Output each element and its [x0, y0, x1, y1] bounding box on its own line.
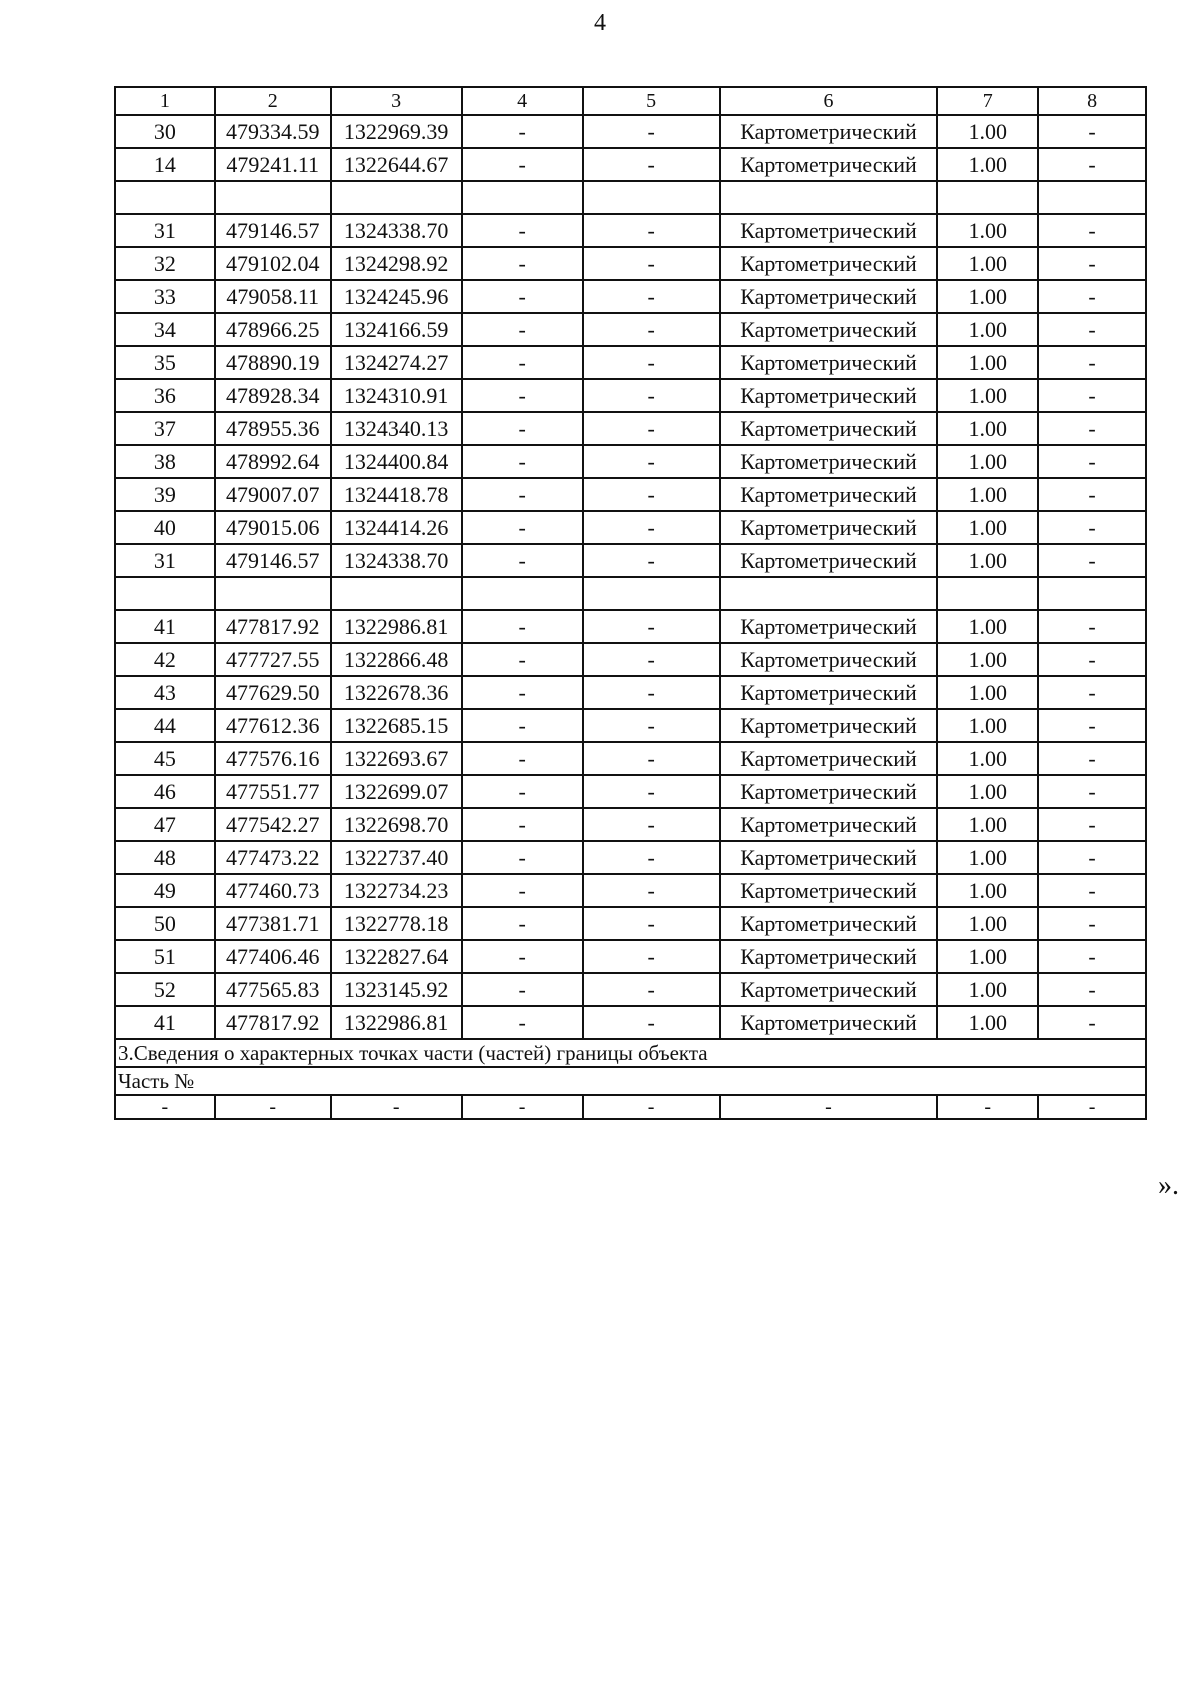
table-row — [115, 742, 1146, 775]
table-cell: - — [462, 973, 583, 1006]
table-cell: - — [1038, 1095, 1146, 1119]
table-row — [115, 973, 1146, 1006]
table-cell: 478955.36 — [215, 412, 331, 445]
table-cell — [1038, 181, 1146, 214]
table-cell: 1.00 — [937, 610, 1038, 643]
table-cell: 1324340.13 — [331, 412, 462, 445]
table-cell: - — [1038, 511, 1146, 544]
table-row — [115, 610, 1146, 643]
table-cell: 477629.50 — [215, 676, 331, 709]
table-cell: 1322986.81 — [331, 610, 462, 643]
table-cell: Картометрический — [720, 445, 938, 478]
table-cell: 1322827.64 — [331, 940, 462, 973]
table-cell: - — [462, 676, 583, 709]
table-cell: 1.00 — [937, 445, 1038, 478]
table-cell — [937, 181, 1038, 214]
table-row — [115, 445, 1146, 478]
table-cell: - — [462, 742, 583, 775]
table-cell: - — [115, 1095, 215, 1119]
table-cell: - — [583, 1006, 720, 1039]
table-cell: - — [1038, 742, 1146, 775]
table-cell: Картометрический — [720, 346, 938, 379]
table-cell: - — [1038, 610, 1146, 643]
table-cell: - — [583, 511, 720, 544]
table-cell: 34 — [115, 313, 215, 346]
table-cell: Картометрический — [720, 643, 938, 676]
table-cell: - — [462, 478, 583, 511]
table-cell: 1322737.40 — [331, 841, 462, 874]
table-cell: 5 — [583, 87, 720, 115]
table-cell: Картометрический — [720, 214, 938, 247]
table-row — [115, 214, 1146, 247]
header-row — [115, 87, 1146, 115]
table-cell: Картометрический — [720, 907, 938, 940]
table-cell: 35 — [115, 346, 215, 379]
table-cell: - — [462, 247, 583, 280]
table-cell: - — [462, 214, 583, 247]
table-cell: 477727.55 — [215, 643, 331, 676]
table-cell: - — [583, 148, 720, 181]
table-cell: 479015.06 — [215, 511, 331, 544]
table-cell: 38 — [115, 445, 215, 478]
table-cell: 1322969.39 — [331, 115, 462, 148]
table-row — [115, 874, 1146, 907]
table-cell: 1322699.07 — [331, 775, 462, 808]
table-cell: Картометрический — [720, 973, 938, 1006]
table-cell — [462, 181, 583, 214]
table-cell: 36 — [115, 379, 215, 412]
table-cell: 1.00 — [937, 115, 1038, 148]
table-cell: 1322698.70 — [331, 808, 462, 841]
table-cell: 39 — [115, 478, 215, 511]
table-cell: - — [462, 346, 583, 379]
table-cell: 1.00 — [937, 412, 1038, 445]
table-cell: 479058.11 — [215, 280, 331, 313]
table-cell: Картометрический — [720, 1006, 938, 1039]
table-cell: - — [1038, 709, 1146, 742]
table-cell: 1.00 — [937, 940, 1038, 973]
table-cell: 1324166.59 — [331, 313, 462, 346]
table-cell: - — [583, 973, 720, 1006]
table-cell: Картометрический — [720, 412, 938, 445]
table-cell: 477576.16 — [215, 742, 331, 775]
table-cell: - — [583, 709, 720, 742]
table-cell: 33 — [115, 280, 215, 313]
table-cell: - — [583, 115, 720, 148]
table-cell: 30 — [115, 115, 215, 148]
table-cell: 1322986.81 — [331, 1006, 462, 1039]
table-cell: - — [462, 148, 583, 181]
table-cell: 1322866.48 — [331, 643, 462, 676]
coordinates-table — [114, 86, 1147, 1120]
table-cell — [331, 577, 462, 610]
table-cell: Картометрический — [720, 742, 938, 775]
table-cell: - — [462, 511, 583, 544]
table-cell: Картометрический — [720, 775, 938, 808]
table-cell: 1322685.15 — [331, 709, 462, 742]
table-cell: - — [462, 874, 583, 907]
table-cell: - — [583, 841, 720, 874]
table-cell: - — [462, 412, 583, 445]
table-cell: - — [1038, 940, 1146, 973]
table-cell: Картометрический — [720, 313, 938, 346]
table-cell: 40 — [115, 511, 215, 544]
table-cell: 1322693.67 — [331, 742, 462, 775]
table-cell: 479146.57 — [215, 214, 331, 247]
table-cell: 8 — [1038, 87, 1146, 115]
table-cell: - — [583, 379, 720, 412]
table-cell — [215, 577, 331, 610]
table-cell: 48 — [115, 841, 215, 874]
table-cell: 1 — [115, 87, 215, 115]
table-cell: - — [583, 280, 720, 313]
table-cell: 478890.19 — [215, 346, 331, 379]
table-cell: - — [1038, 280, 1146, 313]
table-cell: 1.00 — [937, 907, 1038, 940]
table-row — [115, 478, 1146, 511]
table-cell: - — [1038, 445, 1146, 478]
table-cell — [215, 181, 331, 214]
table-cell: 1.00 — [937, 280, 1038, 313]
section-title: 3.Сведения о характерных точках части (частей) границы объекта — [115, 1039, 1146, 1067]
table-cell: 4 — [462, 87, 583, 115]
table-cell: - — [720, 1095, 938, 1119]
table-row — [115, 511, 1146, 544]
table-cell: - — [583, 478, 720, 511]
table-cell: - — [1038, 1006, 1146, 1039]
table-cell: - — [1038, 973, 1146, 1006]
table-cell: 51 — [115, 940, 215, 973]
table-cell: - — [462, 643, 583, 676]
table-cell: 1.00 — [937, 874, 1038, 907]
table-cell: 1.00 — [937, 379, 1038, 412]
table-cell: 477542.27 — [215, 808, 331, 841]
table-cell: 478992.64 — [215, 445, 331, 478]
table-cell: 1324418.78 — [331, 478, 462, 511]
table-cell: 1.00 — [937, 643, 1038, 676]
table-cell: 1.00 — [937, 841, 1038, 874]
table-cell: 478928.34 — [215, 379, 331, 412]
table-cell: 6 — [720, 87, 938, 115]
table-cell: - — [1038, 775, 1146, 808]
table-cell: - — [1038, 874, 1146, 907]
table-cell: Картометрический — [720, 544, 938, 577]
table-cell: 1.00 — [937, 346, 1038, 379]
table-cell: 479007.07 — [215, 478, 331, 511]
table-cell: Картометрический — [720, 841, 938, 874]
table-cell: 1.00 — [937, 511, 1038, 544]
table-cell: - — [462, 907, 583, 940]
table-cell: - — [1038, 412, 1146, 445]
table-cell: 14 — [115, 148, 215, 181]
table-cell: - — [1038, 676, 1146, 709]
table-cell: 478966.25 — [215, 313, 331, 346]
table-cell: 1.00 — [937, 1006, 1038, 1039]
table-cell: 1.00 — [937, 808, 1038, 841]
table-cell: 477381.71 — [215, 907, 331, 940]
table-cell — [331, 181, 462, 214]
table-row — [115, 940, 1146, 973]
table-cell: 1.00 — [937, 214, 1038, 247]
table-cell: 1324298.92 — [331, 247, 462, 280]
table-cell: 32 — [115, 247, 215, 280]
table-cell: - — [462, 1006, 583, 1039]
table-cell: - — [462, 280, 583, 313]
table-cell: 1.00 — [937, 313, 1038, 346]
table-cell: Картометрический — [720, 874, 938, 907]
table-cell: - — [1038, 808, 1146, 841]
table-row — [115, 1006, 1146, 1039]
table-cell: 1324414.26 — [331, 511, 462, 544]
table-cell: 1.00 — [937, 676, 1038, 709]
section-title-row — [115, 1039, 1146, 1067]
table-cell: 41 — [115, 1006, 215, 1039]
table-row — [115, 379, 1146, 412]
table-cell — [937, 577, 1038, 610]
table-cell: - — [462, 1095, 583, 1119]
table-cell: - — [462, 841, 583, 874]
table-cell: 1324274.27 — [331, 346, 462, 379]
table-cell: 43 — [115, 676, 215, 709]
table-cell: - — [583, 808, 720, 841]
table-cell: 46 — [115, 775, 215, 808]
table-cell — [720, 577, 938, 610]
table-cell: - — [583, 1095, 720, 1119]
table-cell: 1322644.67 — [331, 148, 462, 181]
table-cell: Картометрический — [720, 940, 938, 973]
separator-row — [115, 181, 1146, 214]
table-cell: - — [215, 1095, 331, 1119]
table-cell: 479334.59 — [215, 115, 331, 148]
table-row — [115, 643, 1146, 676]
table-cell: 1.00 — [937, 247, 1038, 280]
table-cell: - — [1038, 841, 1146, 874]
table-cell: 477460.73 — [215, 874, 331, 907]
table-row — [115, 412, 1146, 445]
table-cell: Картометрический — [720, 511, 938, 544]
table-cell: Картометрический — [720, 808, 938, 841]
table-cell: Картометрический — [720, 115, 938, 148]
table-cell: Картометрический — [720, 676, 938, 709]
table-cell: Картометрический — [720, 478, 938, 511]
table-cell: 37 — [115, 412, 215, 445]
table-cell: 2 — [215, 87, 331, 115]
table-cell: - — [462, 115, 583, 148]
table-row — [115, 808, 1146, 841]
table-cell: - — [583, 874, 720, 907]
table-cell: - — [1038, 478, 1146, 511]
table-cell: 50 — [115, 907, 215, 940]
table-cell — [1038, 577, 1146, 610]
table-cell: 1.00 — [937, 544, 1038, 577]
table-cell: - — [583, 346, 720, 379]
page-number: 4 — [594, 10, 606, 36]
table-cell: 1.00 — [937, 148, 1038, 181]
table-cell: - — [462, 808, 583, 841]
table-cell: - — [583, 643, 720, 676]
table-cell: - — [1038, 115, 1146, 148]
table-row — [115, 148, 1146, 181]
table-cell: 7 — [937, 87, 1038, 115]
table-cell: 45 — [115, 742, 215, 775]
table-cell: 1.00 — [937, 973, 1038, 1006]
table-cell: - — [462, 940, 583, 973]
table-cell: - — [462, 709, 583, 742]
table-cell: - — [937, 1095, 1038, 1119]
table-cell: Картометрический — [720, 709, 938, 742]
table-cell: - — [583, 445, 720, 478]
table-cell: 41 — [115, 610, 215, 643]
table-row — [115, 313, 1146, 346]
table-cell: - — [1038, 313, 1146, 346]
table-cell: Картометрический — [720, 379, 938, 412]
table-row — [115, 676, 1146, 709]
part-label: Часть № — [115, 1067, 1146, 1095]
table-cell: 52 — [115, 973, 215, 1006]
table-cell: 1324400.84 — [331, 445, 462, 478]
table-row — [115, 907, 1146, 940]
table-cell — [720, 181, 938, 214]
table-cell: - — [1038, 247, 1146, 280]
table-cell: 477612.36 — [215, 709, 331, 742]
table-cell: Картометрический — [720, 148, 938, 181]
table-cell: - — [1038, 379, 1146, 412]
table-cell: - — [583, 775, 720, 808]
table-row — [115, 841, 1146, 874]
table-cell — [583, 577, 720, 610]
table-cell: - — [583, 742, 720, 775]
table-cell: 1322678.36 — [331, 676, 462, 709]
table-row — [115, 280, 1146, 313]
table-cell: - — [583, 247, 720, 280]
table-cell: 477406.46 — [215, 940, 331, 973]
table-cell: - — [1038, 544, 1146, 577]
table-cell: 1324245.96 — [331, 280, 462, 313]
table-cell: - — [583, 544, 720, 577]
table-cell: - — [583, 907, 720, 940]
table-cell: - — [1038, 907, 1146, 940]
table-cell: 1324310.91 — [331, 379, 462, 412]
table-cell: 1324338.70 — [331, 214, 462, 247]
table-cell: 479241.11 — [215, 148, 331, 181]
table-cell: - — [462, 775, 583, 808]
table-cell: 1324338.70 — [331, 544, 462, 577]
table-cell: 479102.04 — [215, 247, 331, 280]
table-cell: 49 — [115, 874, 215, 907]
table-cell: Картометрический — [720, 280, 938, 313]
table-cell: 1.00 — [937, 775, 1038, 808]
table-cell: - — [331, 1095, 462, 1119]
table-cell: Картометрический — [720, 247, 938, 280]
table-cell: - — [583, 214, 720, 247]
table-cell — [115, 577, 215, 610]
table-cell: 44 — [115, 709, 215, 742]
table-cell: 1.00 — [937, 478, 1038, 511]
table-row — [115, 115, 1146, 148]
closing-quote-mark: ». — [1158, 1170, 1179, 1201]
table-cell: - — [1038, 214, 1146, 247]
table-cell: 1.00 — [937, 742, 1038, 775]
table-cell: - — [462, 379, 583, 412]
table-cell: 42 — [115, 643, 215, 676]
table-cell — [583, 181, 720, 214]
table-body — [115, 87, 1146, 1119]
table-row — [115, 247, 1146, 280]
table-cell: - — [462, 544, 583, 577]
table-cell: - — [1038, 346, 1146, 379]
table-cell: 477817.92 — [215, 1006, 331, 1039]
table-cell: 477551.77 — [215, 775, 331, 808]
table-row — [115, 544, 1146, 577]
table-cell: - — [583, 412, 720, 445]
table-cell: - — [462, 445, 583, 478]
table-cell: - — [583, 610, 720, 643]
table-cell: 477565.83 — [215, 973, 331, 1006]
table-cell: 479146.57 — [215, 544, 331, 577]
table-cell: 1322734.23 — [331, 874, 462, 907]
table-cell: - — [462, 313, 583, 346]
table-row — [115, 346, 1146, 379]
table-cell: - — [583, 940, 720, 973]
table-cell: 477473.22 — [215, 841, 331, 874]
table-cell: 3 — [331, 87, 462, 115]
table-cell: 1.00 — [937, 709, 1038, 742]
part-values-row — [115, 1095, 1146, 1119]
table-cell: - — [1038, 148, 1146, 181]
separator-row — [115, 577, 1146, 610]
table-row — [115, 709, 1146, 742]
table-cell: 31 — [115, 214, 215, 247]
table-cell: 47 — [115, 808, 215, 841]
table-cell: 1322778.18 — [331, 907, 462, 940]
part-label-row — [115, 1067, 1146, 1095]
table-cell: - — [462, 610, 583, 643]
table-cell: - — [583, 313, 720, 346]
table-cell: 1323145.92 — [331, 973, 462, 1006]
table-cell — [115, 181, 215, 214]
table-row — [115, 775, 1146, 808]
table-cell: - — [1038, 643, 1146, 676]
table-cell: - — [583, 676, 720, 709]
table-cell — [462, 577, 583, 610]
table-cell: Картометрический — [720, 610, 938, 643]
table-cell: 31 — [115, 544, 215, 577]
table-cell: 477817.92 — [215, 610, 331, 643]
